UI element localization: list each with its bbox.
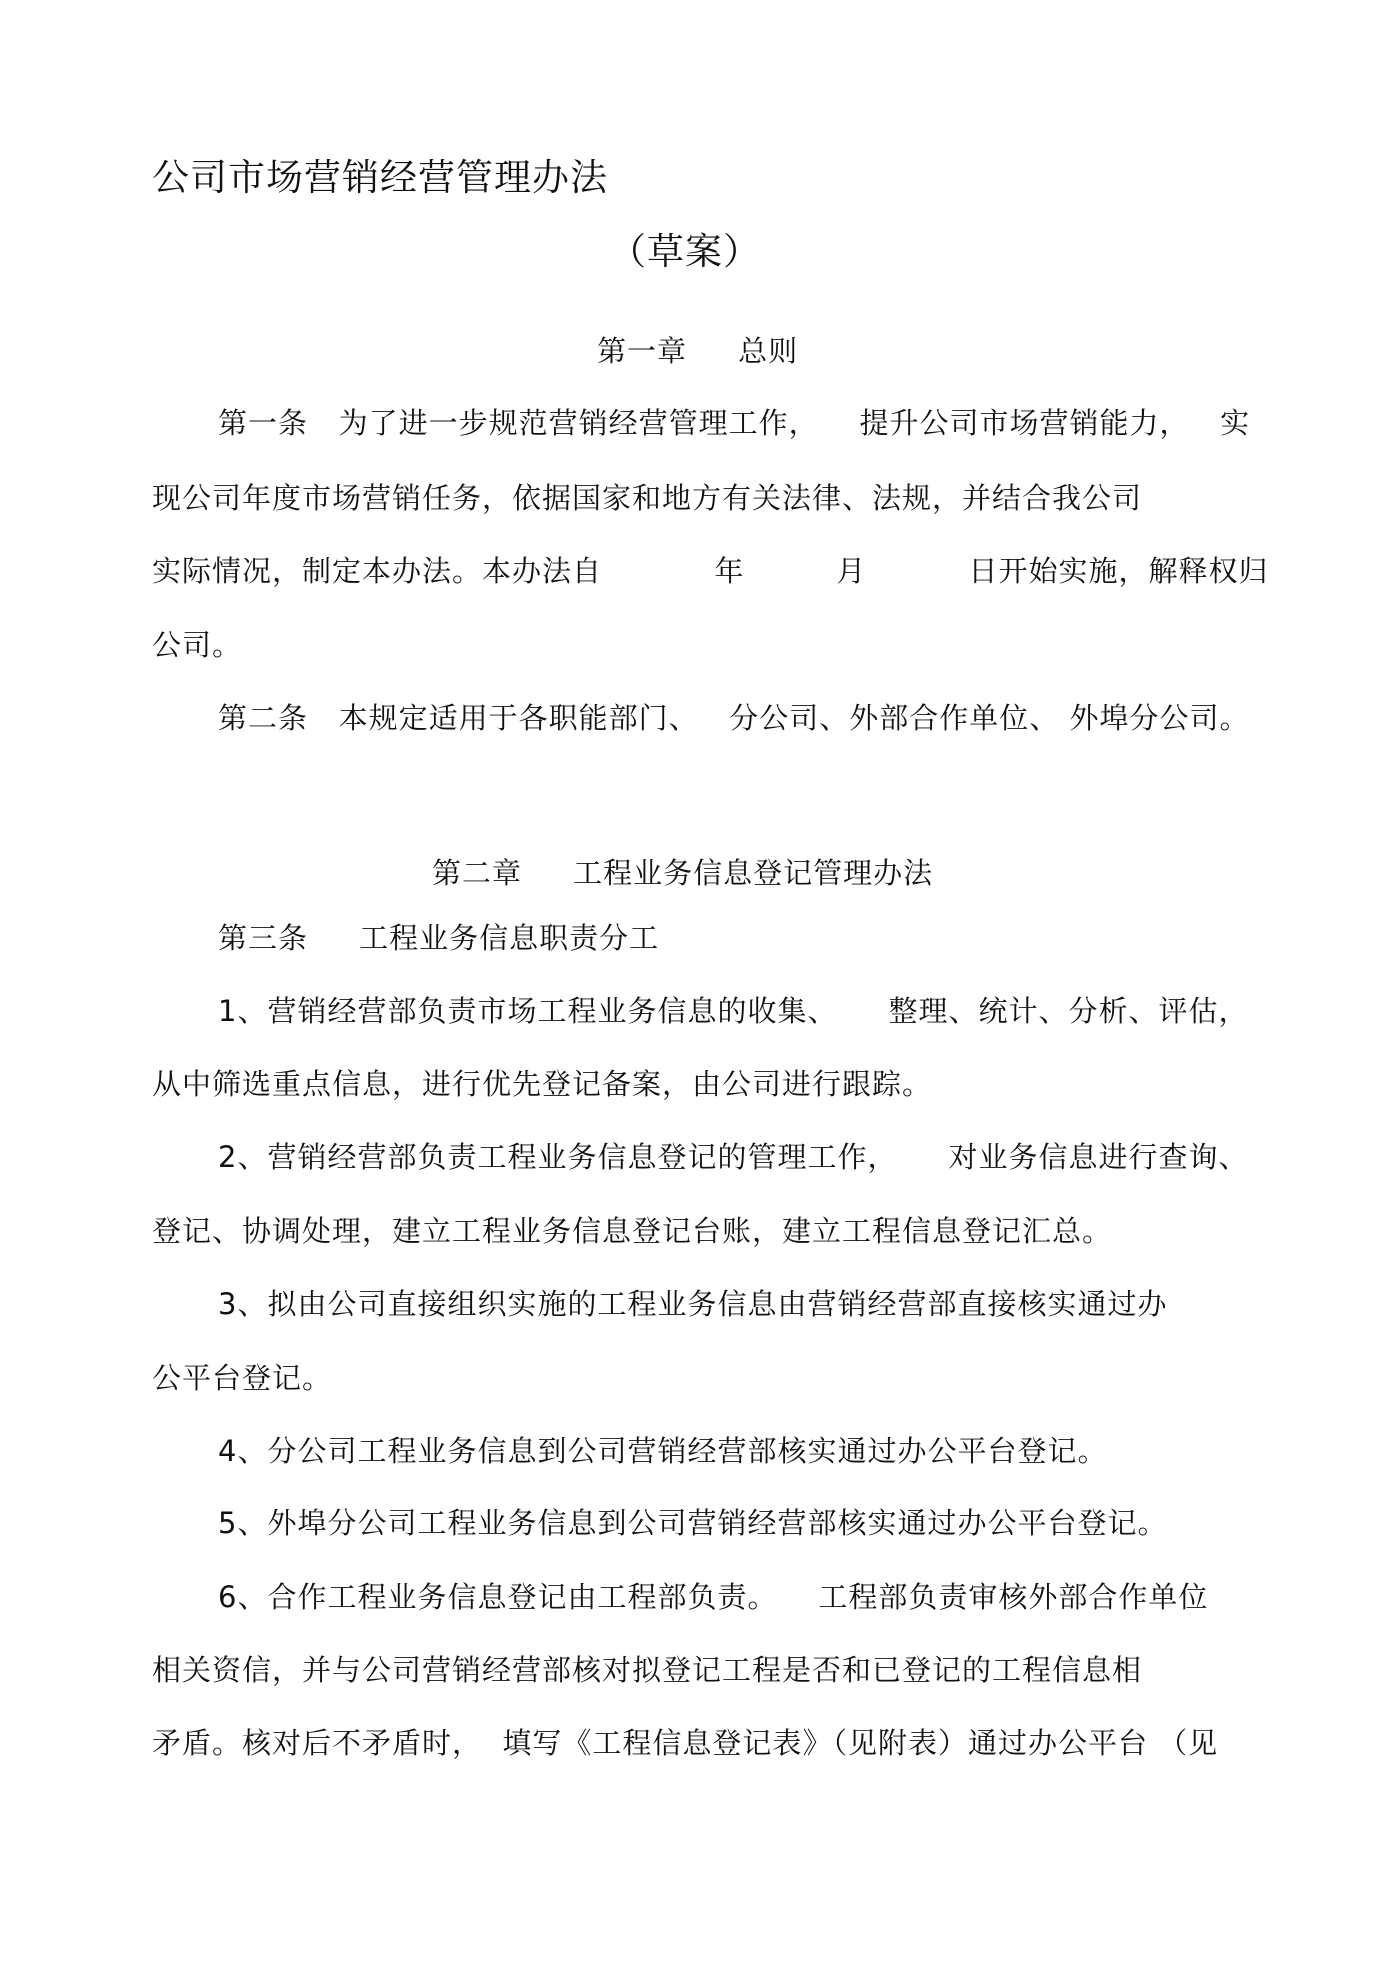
paragraph-line: 现公司年度市场营销任务，依据国家和地方有关法律、法规，并结合我公司 bbox=[152, 481, 1143, 515]
paragraph-line: 3、拟由公司直接组织实施的工程业务信息由营销经营部直接核实通过办 bbox=[218, 1287, 1168, 1321]
paragraph-line: 实际情况，制定本办法。本办法自 年 月 日开始实施，解释权归 bbox=[152, 554, 1269, 588]
paragraph-line: 第二条 本规定适用于各职能部门、 分公司、外部合作单位、 外埠分公司。 bbox=[218, 701, 1250, 735]
paragraph-line: 1、营销经营部负责市场工程业务信息的收集、 整理、统计、分析、评估， bbox=[218, 994, 1249, 1028]
paragraph-line: 相关资信，并与公司营销经营部核对拟登记工程是否和已登记的工程信息相 bbox=[152, 1653, 1143, 1687]
paragraph-line: 5、外埠分公司工程业务信息到公司营销经营部核实通过办公平台登记。 bbox=[218, 1506, 1168, 1540]
paragraph-line: 从中筛选重点信息，进行优先登记备案，由公司进行跟踪。 bbox=[152, 1067, 933, 1101]
paragraph-line: 4、分公司工程业务信息到公司营销经营部核实通过办公平台登记。 bbox=[218, 1434, 1108, 1468]
paragraph-line: 登记、协调处理，建立工程业务信息登记台账，建立工程信息登记汇总。 bbox=[152, 1214, 1113, 1248]
paragraph-line: 矛盾。核对后不矛盾时， 填写《工程信息登记表》（见附表）通过办公平台 （见 bbox=[152, 1726, 1219, 1760]
paragraph-line: 公司。 bbox=[152, 628, 243, 662]
paragraph-line: 6、合作工程业务信息登记由工程部负责。 工程部负责审核外部合作单位 bbox=[218, 1580, 1209, 1614]
paragraph-line: 公平台登记。 bbox=[152, 1361, 333, 1395]
document-title: 公司市场营销经营管理办法 bbox=[152, 156, 608, 199]
chapter-heading: 第一章 总则 bbox=[597, 334, 799, 368]
chapter-heading: 第二章 工程业务信息登记管理办法 bbox=[432, 856, 934, 890]
paragraph-line: 2、营销经营部负责工程业务信息登记的管理工作， 对业务信息进行查询、 bbox=[218, 1140, 1249, 1174]
document-subtitle: （草案） bbox=[609, 230, 761, 273]
article-heading: 第三条 工程业务信息职责分工 bbox=[218, 921, 660, 955]
paragraph-line: 第一条 为了进一步规范营销经营管理工作， 提升公司市场营销能力， 实 bbox=[218, 406, 1251, 440]
